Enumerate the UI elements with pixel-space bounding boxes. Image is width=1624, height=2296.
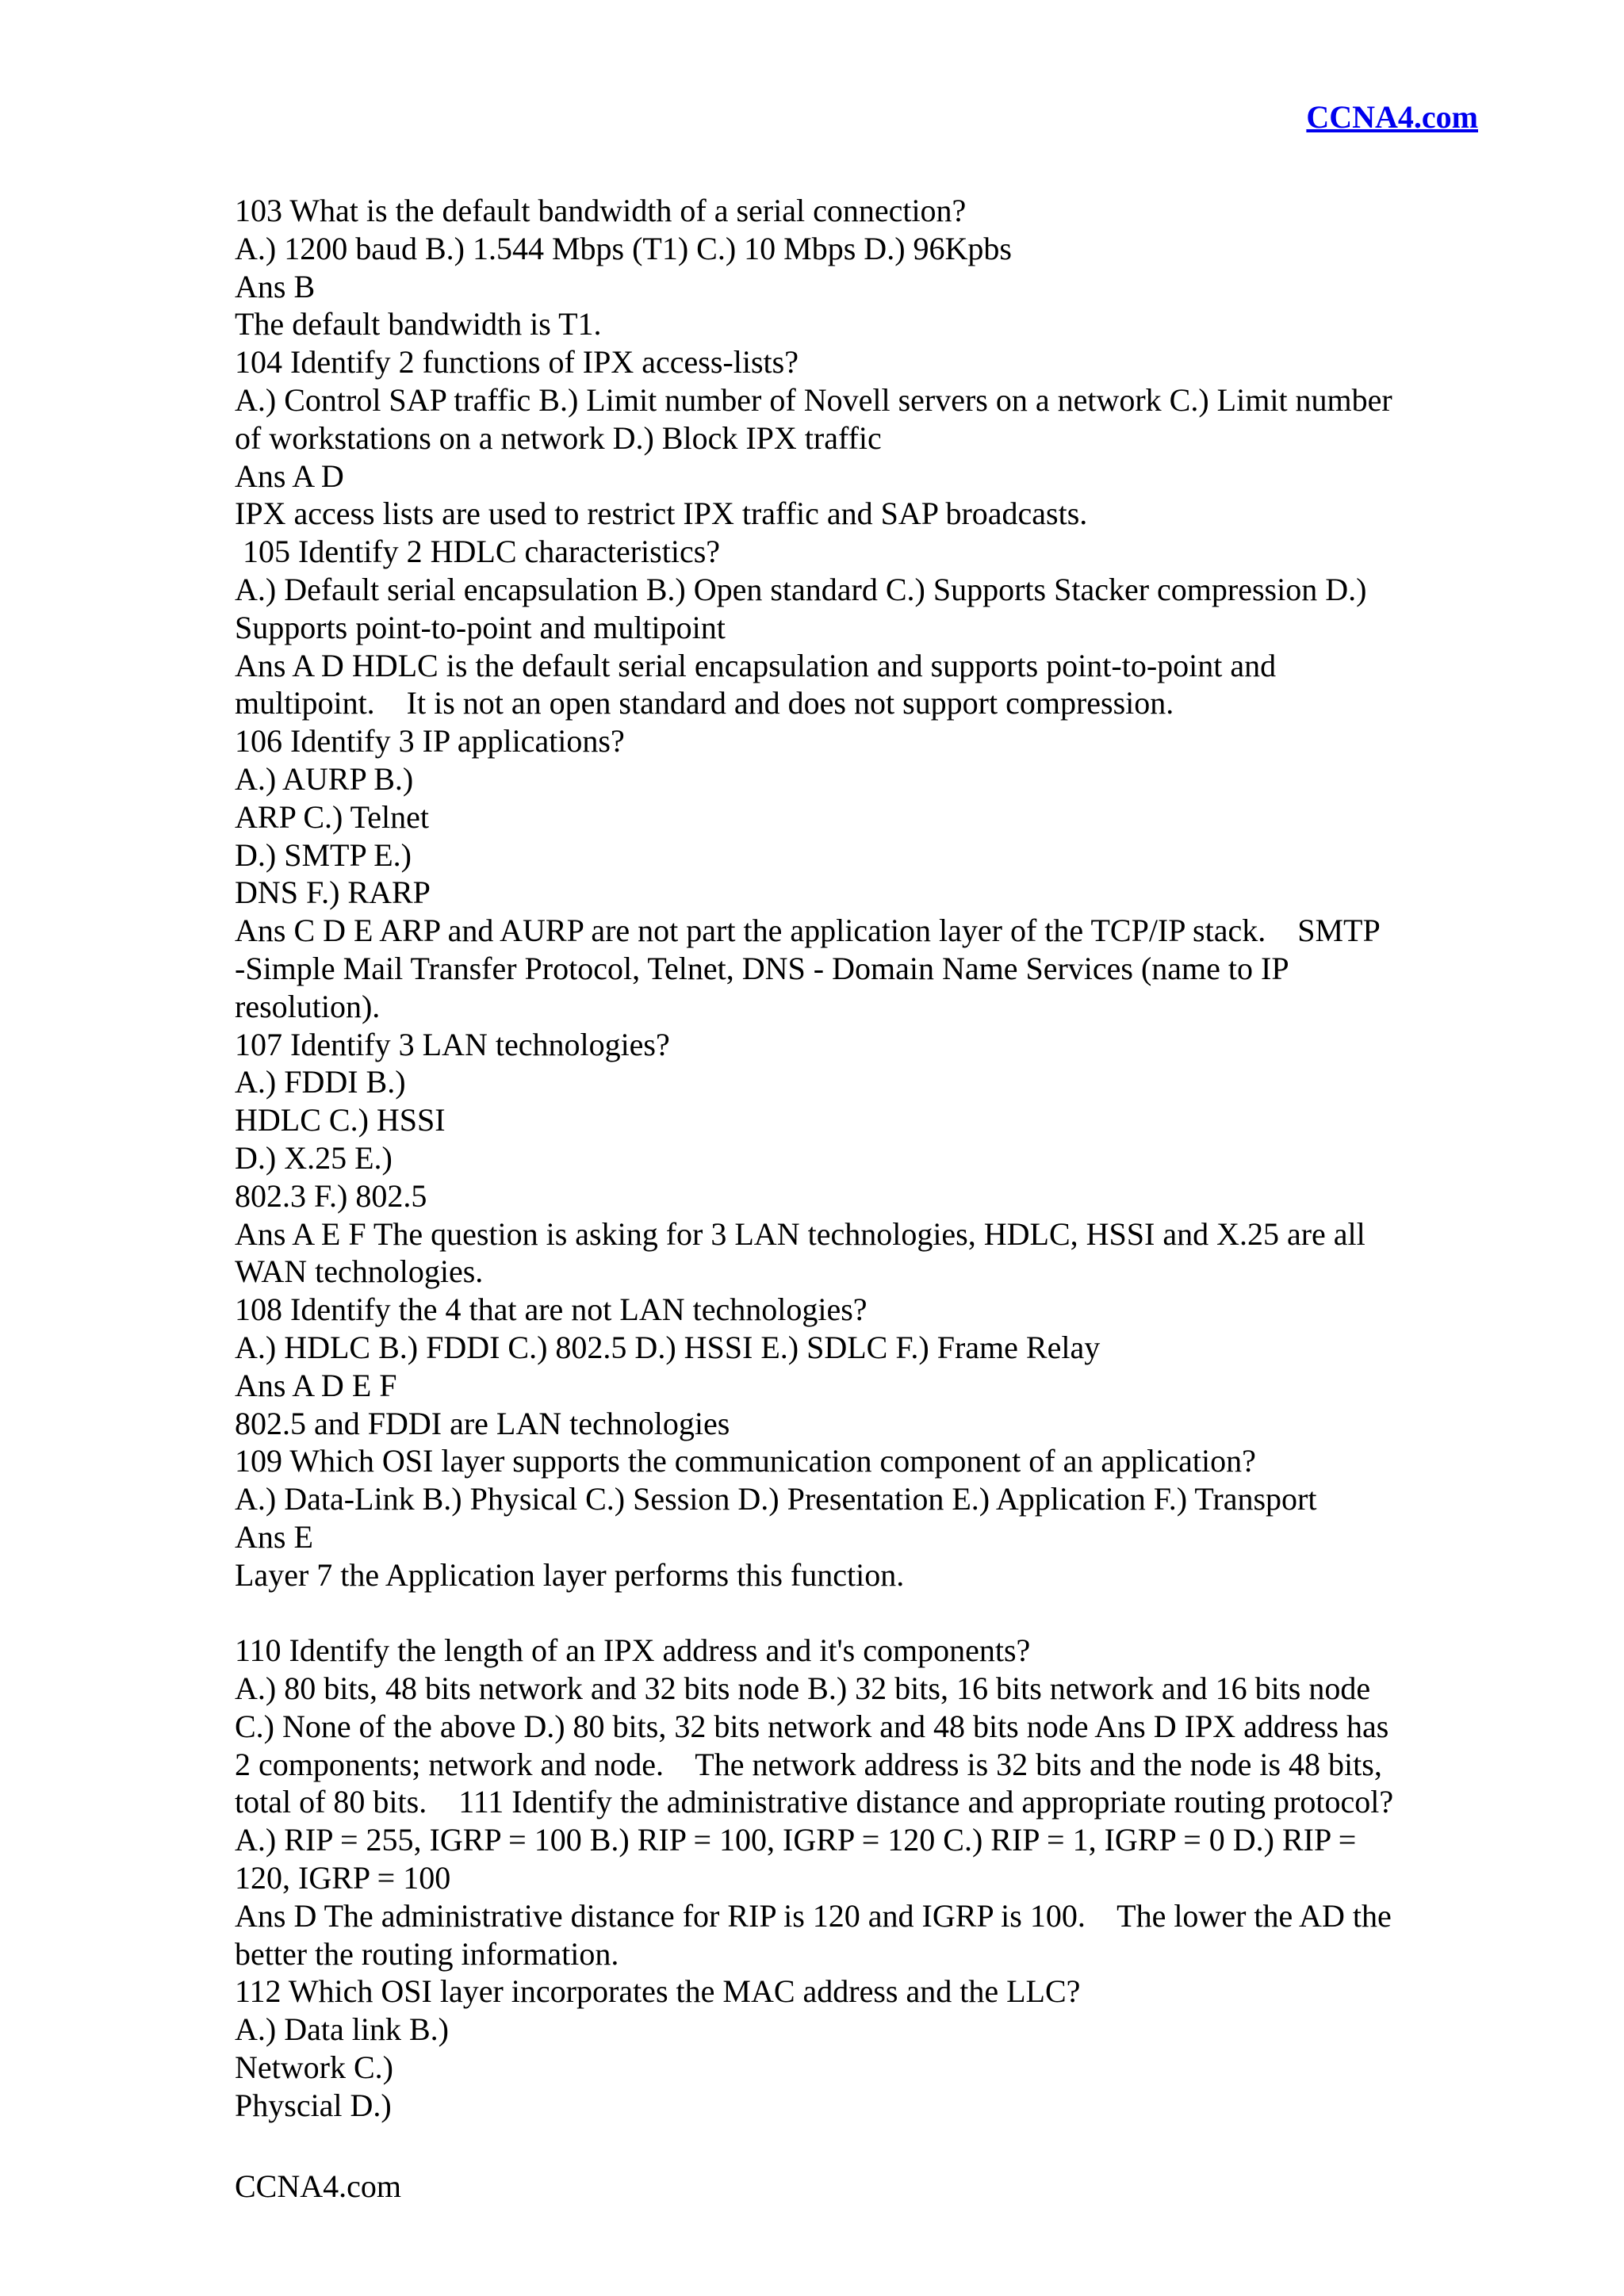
text-line: 120, IGRP = 100 [235, 1860, 451, 1896]
text-line: Network C.) [235, 2049, 393, 2086]
text-line: HDLC C.) HSSI [235, 1102, 446, 1138]
text-line: Ans E [235, 1518, 313, 1555]
text-line: A.) 1200 baud B.) 1.544 Mbps (T1) C.) 10 Mbps D.) 96Kpbs [235, 230, 1012, 266]
text-line: 105 Identify 2 HDLC characteristics? [235, 534, 721, 570]
text-line: 802.3 F.) 802.5 [235, 1177, 427, 1214]
text-line: Supports point-to-point and multipoint [235, 609, 726, 645]
text-line: Ans C D E ARP and AURP are not part the application layer of the TCP/IP stack. SMTP [235, 913, 1381, 949]
footer-site-text: CCNA4.com [235, 2168, 401, 2204]
text-line: IPX access lists are used to restrict IPX traffic and SAP broadcasts. [235, 496, 1088, 532]
text-line: 108 Identify the 4 that are not LAN technologies? [235, 1292, 868, 1328]
text-line: 802.5 and FDDI are LAN technologies [235, 1405, 730, 1441]
text-line: Ans D The administrative distance for RIP is 120 and IGRP is 100. The lower the AD the [235, 1897, 1392, 1934]
text-line: A.) Default serial encapsulation B.) Open standard C.) Supports Stacker compression D.) [235, 571, 1367, 607]
text-line: A.) RIP = 255, IGRP = 100 B.) RIP = 100, IGRP = 120 C.) RIP = 1, IGRP = 0 D.) RIP = [235, 1822, 1357, 1858]
text-line: A.) 80 bits, 48 bits network and 32 bits node B.) 32 bits, 16 bits network and 16 bits node [235, 1670, 1371, 1707]
text-line: DNS F.) RARP [235, 874, 431, 911]
text-line: multipoint. It is not an open standard and does not support compression. [235, 685, 1174, 721]
text-line: Ans A E F The question is asking for 3 LAN technologies, HDLC, HSSI and X.25 are all [235, 1215, 1365, 1252]
text-line: A.) Control SAP traffic B.) Limit number of Novell servers on a network C.) Limit number [235, 381, 1392, 418]
text-line: better the routing information. [235, 1935, 619, 1972]
text-line: The default bandwidth is T1. [235, 306, 602, 342]
text-line: 106 Identify 3 IP applications? [235, 723, 625, 760]
blank-line [235, 1594, 1503, 1632]
text-line: A.) HDLC B.) FDDI C.) 802.5 D.) HSSI E.) SDLC F.) Frame Relay [235, 1329, 1101, 1365]
text-line: A.) Data link B.) [235, 2011, 449, 2048]
text-line: of workstations on a network D.) Block IPX traffic [235, 419, 882, 456]
text-line: A.) Data-Link B.) Physical C.) Session D.) Presentation E.) Application F.) Transport [235, 1481, 1317, 1517]
text-line: ARP C.) Telnet [235, 798, 429, 835]
text-line: Ans A D [235, 457, 344, 494]
text-line: resolution). [235, 988, 381, 1024]
text-line: 2 components; network and node. The network address is 32 bits and the node is 48 bits, [235, 1746, 1382, 1782]
text-line: Ans A D HDLC is the default serial encapsulation and supports point-to-point and [235, 647, 1277, 683]
text-line: 103 What is the default bandwidth of a serial connection? [235, 193, 967, 228]
text-line: 110 Identify the length of an IPX address and it's components? [235, 1632, 1031, 1669]
text-line: total of 80 bits. 111 Identify the administrative distance and appropriate routing protocol? [235, 1784, 1394, 1820]
text-line: Physcial D.) [235, 2087, 392, 2123]
text-line: 104 Identify 2 functions of IPX access-lists? [235, 344, 799, 381]
text-line: 109 Which OSI layer supports the communication component of an application? [235, 1443, 1256, 1479]
text-line: 107 Identify 3 LAN technologies? [235, 1026, 670, 1062]
text-line: A.) AURP B.) [235, 760, 414, 797]
text-line: Layer 7 the Application layer performs this function. [235, 1556, 905, 1593]
text-line: C.) None of the above D.) 80 bits, 32 bits network and 48 bits node Ans D IPX address has [235, 1708, 1389, 1744]
text-line: A.) FDDI B.) [235, 1064, 406, 1100]
text-line: WAN technologies. [235, 1253, 484, 1290]
text-line: 112 Which OSI layer incorporates the MAC address and the LLC? [235, 1973, 1081, 2010]
text-line: D.) SMTP E.) [235, 836, 412, 873]
header-site-link[interactable]: CCNA4.com [1306, 99, 1478, 135]
text-line: -Simple Mail Transfer Protocol, Telnet, DNS - Domain Name Services (name to IP [235, 950, 1289, 986]
text-line: Ans A D E F [235, 1367, 397, 1403]
document-body [235, 192, 1503, 2125]
text-line: D.) X.25 E.) [235, 1139, 393, 1176]
text-line: Ans B [235, 268, 316, 304]
